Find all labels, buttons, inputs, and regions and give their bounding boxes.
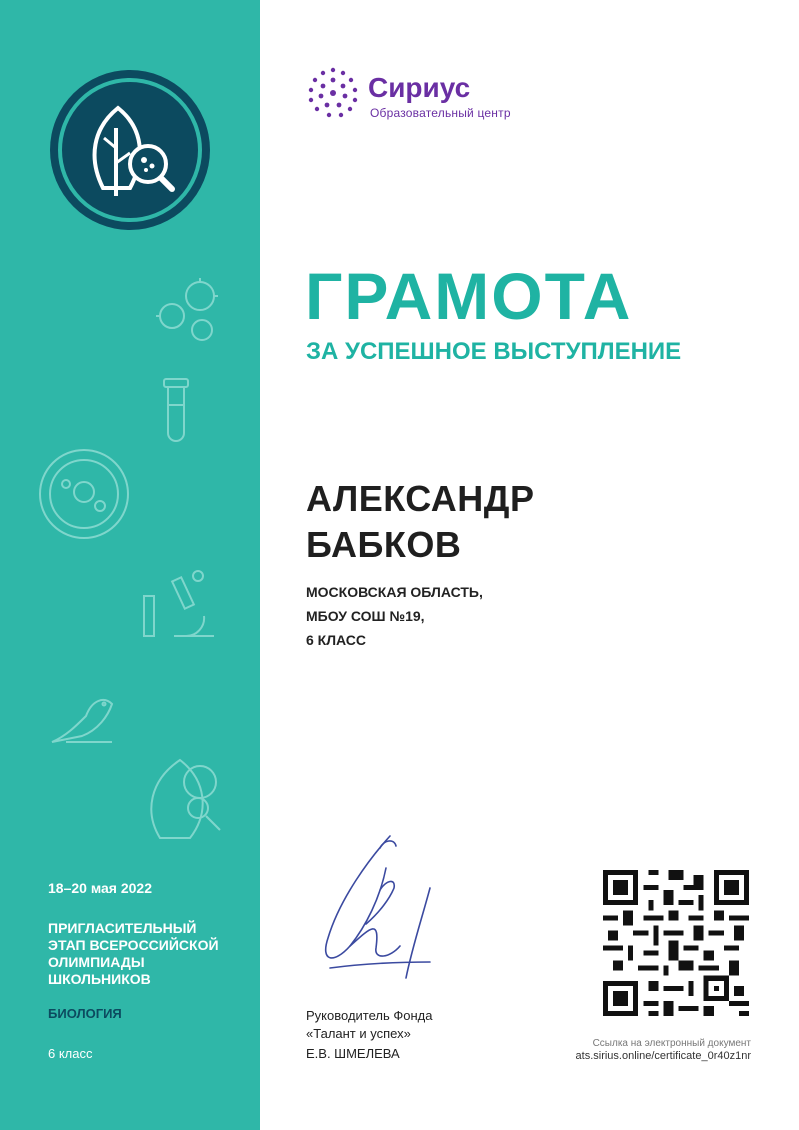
test-tube-icon [160, 375, 192, 443]
signatory-role: Руководитель Фонда [306, 1008, 433, 1023]
qr-label: Ссылка на электронный документ [592, 1038, 751, 1049]
virus-icon [150, 270, 230, 350]
microscope-icon [138, 566, 220, 646]
logo-name: Сириус [368, 72, 471, 103]
recipient-last-name: БАБКОВ [306, 524, 462, 565]
signature [310, 828, 450, 988]
event-title-line: ПРИГЛАСИТЕЛЬНЫЙ [48, 920, 197, 936]
event-date: 18–20 мая 2022 [48, 880, 152, 896]
leaf-magnifier-icon [48, 68, 212, 232]
event-title [48, 920, 248, 988]
event-title-line: ЭТАП ВСЕРОССИЙСКОЙ [48, 937, 219, 953]
recipient-region: МОСКОВСКАЯ ОБЛАСТЬ, [306, 584, 483, 600]
leaf-cell-icon [140, 752, 232, 844]
certificate-title: ГРАМОТА [305, 259, 633, 333]
recipient-first-name: АЛЕКСАНДР [306, 478, 535, 519]
sidebar [0, 0, 260, 1130]
signatory-name: Е.В. ШМЕЛЕВА [306, 1046, 400, 1061]
recipient-school: МБОУ СОШ №19, [306, 608, 425, 624]
sirius-logo-icon [303, 64, 363, 124]
qr-url[interactable]: ats.sirius.online/certificate_0r40z1nr [575, 1050, 751, 1062]
event-title-line: ОЛИМПИАДЫ [48, 954, 145, 970]
event-title-line: ШКОЛЬНИКОВ [48, 971, 151, 987]
logo-subtitle: Образовательный центр [370, 106, 511, 120]
event-grade: 6 класс [48, 1046, 93, 1061]
bird-icon [46, 686, 118, 750]
petri-dish-icon [36, 446, 132, 542]
signatory-organization: «Талант и успех» [306, 1026, 411, 1041]
certificate-subtitle: ЗА УСПЕШНОЕ ВЫСТУПЛЕНИЕ [306, 338, 682, 365]
recipient-grade: 6 КЛАСС [306, 632, 367, 648]
subject: БИОЛОГИЯ [48, 1006, 122, 1021]
qr-code[interactable] [603, 870, 749, 1016]
